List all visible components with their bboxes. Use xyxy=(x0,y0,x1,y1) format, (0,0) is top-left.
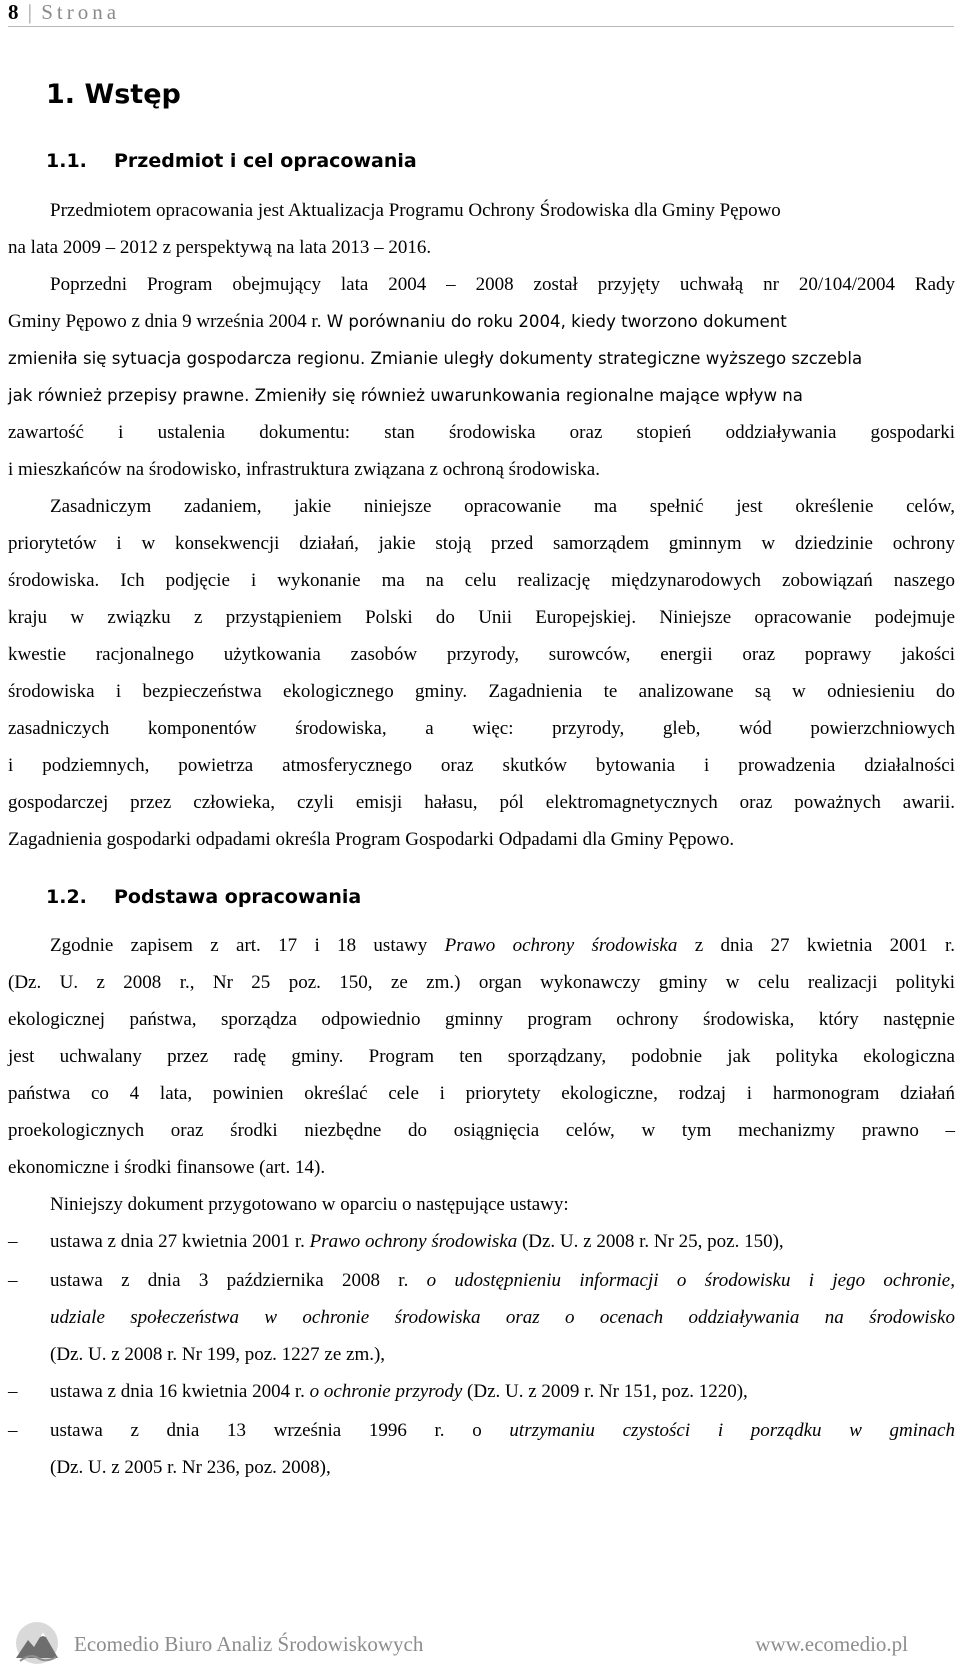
page-header xyxy=(8,0,954,27)
section-heading-1-1 xyxy=(46,148,417,174)
mountain-logo-icon xyxy=(12,1620,62,1666)
page-number: 8 xyxy=(8,0,19,24)
paragraph-line: środowiska i bezpieczeństwa ekologicznego gminy. Zagadnienia te analizowane są w odniesieniu do xyxy=(8,681,955,702)
paragraph-line: gospodarczej przez człowieka, czyli emisji hałasu, pól elektromagnetycznych oraz poważnych awarii. xyxy=(8,792,955,813)
footer-website-link[interactable]: www.ecomedio.pl xyxy=(755,1632,908,1656)
paragraph-line: zawartość i ustalenia dokumentu: stan środowiska oraz stopień oddziaływania gospodarki xyxy=(8,422,955,443)
section-heading-1-2 xyxy=(46,884,361,910)
law-title: o udostępnieniu informacji o środowisku i jego ochronie, xyxy=(426,1270,955,1291)
line-part: (Dz. U. z 2008 r. Nr 25, poz. 150), xyxy=(517,1231,784,1252)
paragraph-line: Zagadnienia gospodarki odpadami określa Program Gospodarki Odpadami dla Gminy Pępowo. xyxy=(8,829,735,850)
list-item-continuation: (Dz. U. z 2005 r. Nr 236, poz. 2008), xyxy=(50,1457,331,1478)
line-part: ustawa z dnia 16 kwietnia 2004 r. xyxy=(50,1381,310,1402)
heading-title: Przedmiot i cel opracowania xyxy=(114,150,417,172)
law-title: udziale społeczeństwa w ochronie środowiska oraz o ocenach oddziaływania na środowisko xyxy=(50,1307,955,1328)
paragraph-line: priorytetów i w konsekwencji działań, jakie stoją przed samorządem gminnym w dziedzinie ochrony xyxy=(8,533,955,554)
heading-number: 1.1. xyxy=(46,150,87,172)
paragraph-line: państwa co 4 lata, powinien określać cele i priorytety ekologiczne, rodzaj i harmonogram działań xyxy=(8,1083,955,1104)
paragraph-line: (Dz. U. z 2008 r., Nr 25 poz. 150, ze zm.) organ wykonawczy gminy w celu realizacji polityki xyxy=(8,972,955,993)
list-item xyxy=(50,1373,955,1411)
list-item xyxy=(50,1223,955,1261)
list-bullet: – xyxy=(8,1231,18,1252)
paragraph-line: zasadniczych komponentów środowiska, a więc: przyrody, gleb, wód powierzchniowych xyxy=(8,718,955,739)
paragraph-line xyxy=(50,927,955,965)
line-part: ustawa z dnia 27 kwietnia 2001 r. xyxy=(50,1231,310,1252)
header-label: Strona xyxy=(41,0,121,24)
law-title: Prawo ochrony środowiska xyxy=(444,935,678,956)
list-item-continuation: (Dz. U. z 2008 r. Nr 199, poz. 1227 ze zm.), xyxy=(50,1344,386,1365)
paragraph-line xyxy=(8,340,955,378)
paragraph-line: kraju w związku z przystąpieniem Polski do Unii Europejskiej. Niniejsze opracowanie podejmuje xyxy=(8,607,955,628)
paragraph-line: Zasadniczym zadaniem, jakie niniejsze opracowanie ma spełnić jest określenie celów, xyxy=(50,496,955,517)
list-item xyxy=(50,1412,955,1450)
paragraph-line: i podziemnych, powietrza atmosferycznego oraz skutków bytowania i prowadzenia działalności xyxy=(8,755,955,776)
law-title: Prawo ochrony środowiska xyxy=(309,1231,518,1252)
footer-company-name: Ecomedio Biuro Analiz Środowiskowych xyxy=(74,1632,424,1656)
paragraph-line: kwestie racjonalnego użytkowania zasobów przyrody, surowców, energii oraz poprawy jakości xyxy=(8,644,955,665)
section-heading-1: 1. Wstęp xyxy=(46,79,181,110)
paragraph-line: proekologicznych oraz środki niezbędne do osiągnięcia celów, w tym mechanizmy prawno – xyxy=(8,1120,955,1141)
law-title: o ochronie przyrody xyxy=(309,1381,463,1402)
line-part: W porównaniu do roku 2004, kiedy tworzono dokument xyxy=(321,312,787,331)
line-part: ustawa z dnia 3 października 2008 r. xyxy=(50,1270,427,1291)
line-part: ustawa z dnia 13 września 1996 r. o xyxy=(50,1420,510,1441)
paragraph-line: Przedmiotem opracowania jest Aktualizacja Programu Ochrony Środowiska dla Gminy Pępowo xyxy=(50,200,781,221)
line-part: (Dz. U. z 2009 r. Nr 151, poz. 1220), xyxy=(462,1381,748,1402)
line-part: z dnia 27 kwietnia 2001 r. xyxy=(677,935,955,956)
paragraph-line: i mieszkańców na środowisko, infrastruktura związana z ochroną środowiska. xyxy=(8,459,600,480)
paragraph-line: ekonomiczne i środki finansowe (art. 14). xyxy=(8,1157,326,1178)
heading-title: Podstawa opracowania xyxy=(114,886,362,908)
list-item xyxy=(50,1262,955,1300)
paragraph-line: Niniejszy dokument przygotowano w oparciu o następujące ustawy: xyxy=(50,1194,569,1215)
paragraph-line: jest uchwalany przez radę gminy. Program ten sporządzany, podobnie jak polityka ekologiczna xyxy=(8,1046,955,1067)
paragraph-line: ekologicznej państwa, sporządza odpowiednio gminny program ochrony środowiska, który następnie xyxy=(8,1009,955,1030)
list-item-continuation xyxy=(50,1299,955,1337)
line-part: Zmieniły się również uwarunkowania regionalne mające wpływ na xyxy=(249,386,803,405)
list-bullet: – xyxy=(8,1270,18,1291)
heading-number: 1.2. xyxy=(46,886,87,908)
list-bullet: – xyxy=(8,1381,18,1402)
header-separator: | xyxy=(27,0,32,24)
line-part: Gminy Pępowo z dnia 9 września 2004 r. xyxy=(8,311,322,332)
paragraph-line: na lata 2009 – 2012 z perspektywą na lata 2013 – 2016. xyxy=(8,237,432,258)
list-bullet: – xyxy=(8,1420,18,1441)
paragraph-line: Poprzedni Program obejmujący lata 2004 – 2008 został przyjęty uchwałą nr 20/104/2004 Rady xyxy=(50,274,955,295)
line-part: jak również przepisy prawne. xyxy=(8,386,250,405)
line-part: Zgodnie zapisem z art. 17 i 18 ustawy xyxy=(50,935,445,956)
paragraph-line xyxy=(8,377,955,415)
line-part: Zmianie uległy dokumenty strategiczne wyższego szczebla xyxy=(365,349,863,368)
page-footer xyxy=(0,1618,960,1674)
paragraph-line xyxy=(8,303,955,341)
paragraph-line: środowiska. Ich podjęcie i wykonanie ma na celu realizację międzynarodowych zobowiązań naszego xyxy=(8,570,955,591)
law-title: utrzymaniu czystości i porządku w gminach xyxy=(509,1420,955,1441)
line-part: zmieniła się sytuacja gospodarcza regionu. xyxy=(8,349,366,368)
